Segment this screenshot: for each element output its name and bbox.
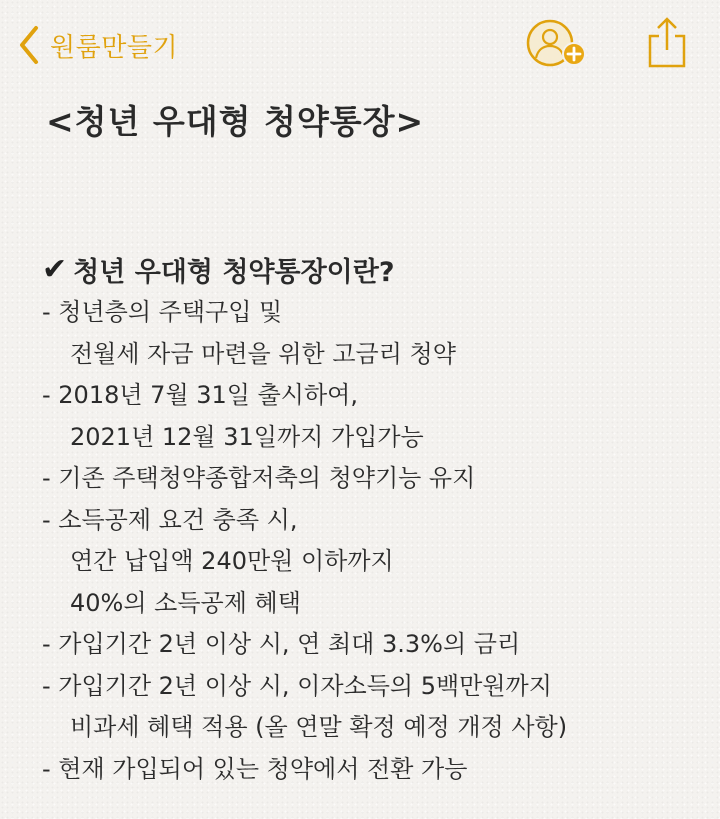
section-heading bbox=[42, 246, 702, 292]
share-button[interactable] bbox=[644, 14, 690, 70]
list-item-continuation: 2021년 12월 31일까지 가입가능 bbox=[70, 422, 424, 451]
list-item-continuation: 연간 납입액 240만원 이하까지 bbox=[70, 547, 394, 575]
list-item: - 청년층의 주택구입 및 bbox=[42, 298, 283, 326]
list-item: - 현재 가입되어 있는 청약에서 전환 가능 bbox=[42, 754, 468, 783]
list-item-continuation: 비과세 혜택 적용 (올 연말 확정 예정 개정 사항) bbox=[70, 713, 568, 741]
list-item: - 2018년 7월 31일 출시하여, bbox=[42, 381, 358, 409]
checkmark-icon: ✔ bbox=[42, 251, 68, 287]
list-item: - 가입기간 2년 이상 시, 이자소득의 5백만원까지 bbox=[42, 671, 552, 700]
section-heading-text: 청년 우대형 청약통장이란? bbox=[73, 256, 395, 288]
note-title: <청년 우대형 청약통장> bbox=[46, 102, 425, 141]
navigation-bar bbox=[0, 0, 720, 90]
add-person-button[interactable] bbox=[524, 18, 590, 70]
list-item: - 소득공제 요건 충족 시, bbox=[42, 505, 298, 534]
share-icon bbox=[644, 55, 690, 74]
list-item: - 가입기간 2년 이상 시, 연 최대 3.3%의 금리 bbox=[42, 630, 521, 658]
add-person-icon bbox=[524, 55, 590, 74]
chevron-left-icon bbox=[18, 25, 40, 65]
back-button-label: 원룸만들기 bbox=[50, 32, 179, 63]
list-item-continuation: 전월세 자금 마련을 위한 고금리 청약 bbox=[70, 339, 456, 368]
back-button[interactable] bbox=[18, 22, 178, 68]
list-item-continuation: 40%의 소득공제 혜택 bbox=[70, 588, 301, 617]
note-body[interactable] bbox=[42, 246, 702, 790]
list-item: - 기존 주택청약종합저축의 청약기능 유지 bbox=[42, 464, 476, 492]
